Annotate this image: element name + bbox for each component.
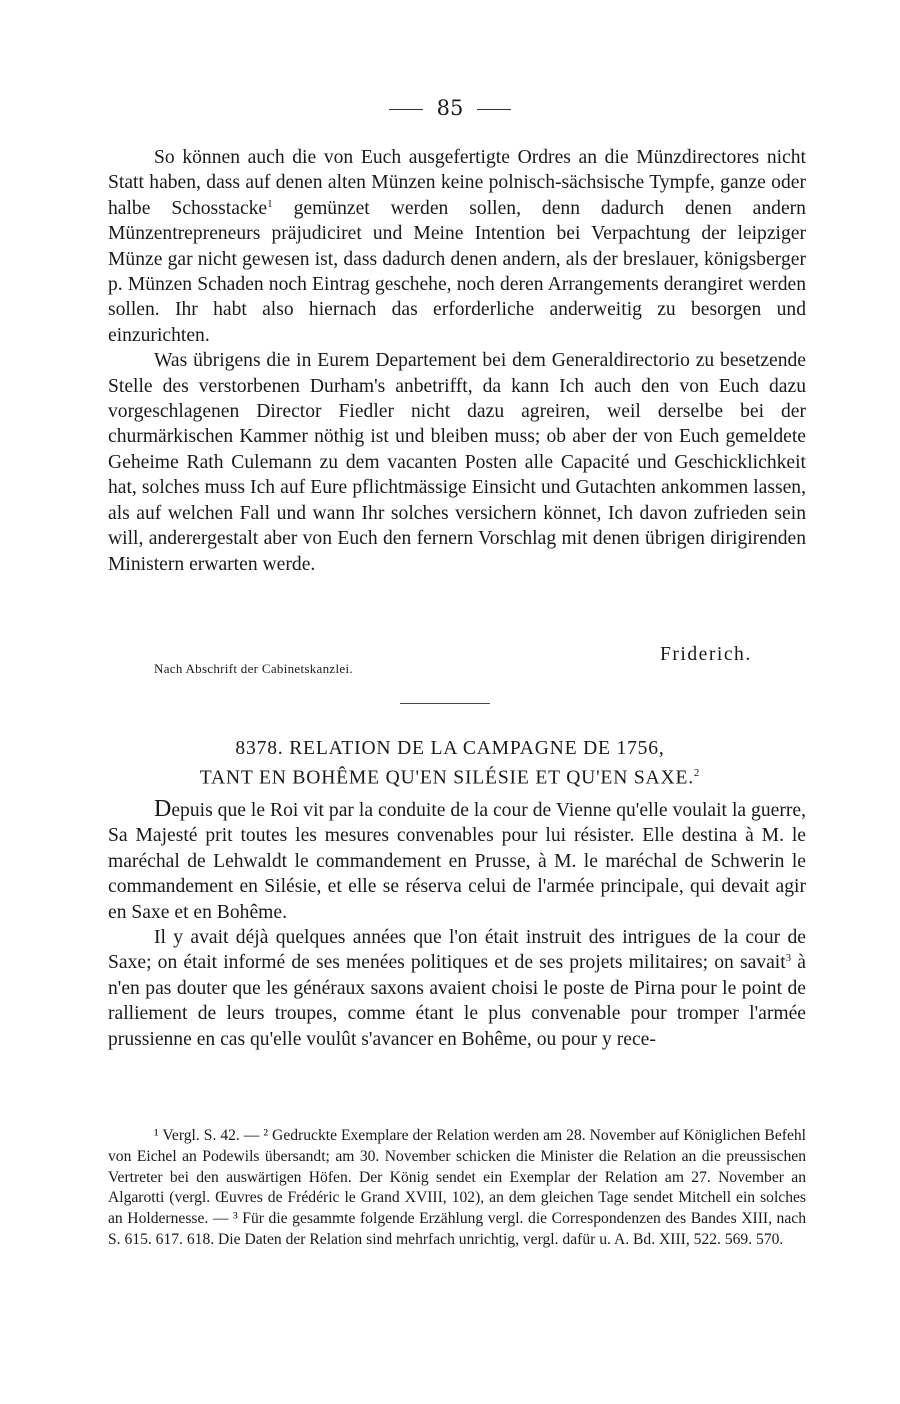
footnote-marker: 3 xyxy=(785,952,792,965)
section-heading-line-2-text: TANT EN BOHÊME QU'EN SILÉSIE ET QU'EN SAXE. xyxy=(199,767,694,789)
german-letter-body xyxy=(108,145,806,577)
signature: Friderich. xyxy=(660,644,752,665)
relation-body xyxy=(108,797,806,1052)
french-paragraph xyxy=(108,925,806,1052)
german-paragraph-1b: gemünzet werden sollen, denn dadurch denen andern Münzentrepreneurs präjudiciret und Meine Intention bei Verpachtung der leipziger Münze gar nicht gewesen ist, dass dadurch denen andern, als der breslauer, königsberger p. Münzen Schaden noch Eintrag geschehe, noch deren Arrangements derangiret werden sollen. Ihr habt also hiernach das erforderliche anderweitig zu besorgen und einzurichten. xyxy=(108,197,806,346)
footnote-text: ¹ Vergl. S. 42. — ² Gedruckte Exemplare der Relation werden am 28. November auf Königlichen Befehl von Eichel an Podewils übersandt; am 30. November schicken die Minister die Relation an die preussischen Vertreter bei den auswärtigen Höfen. Der König sendet ein Exemplar der Relation am 27. November an Algarotti (vergl. Œuvres de Frédéric le Grand XVIII, 102), an dem gleichen Tage sendet Mitchell ein solches an Holdernesse. — ³ Für die gesammte folgende Erzählung vergl. die Correspondenzen des Bandes XIII, nach S. 615. 617. 618. Die Daten der Relation sind mehrfach unrichtig, vergl. dafür u. A. Bd. XIII, 522. 569. 570. xyxy=(108,1127,806,1248)
french-paragraph: Depuis que le Roi vit par la conduite de la cour de Vienne qu'elle voulait la guerre, Sa Majesté prit toutes les mesures convenables pour lui résister. Elle destina à M. le maréchal de Lehwaldt le commandement en Prusse, à M. le maréchal de Schwerin le commandement en Silésie, et elle se réserva celui de l'armée principale, qui devait agir en Saxe et en Bohême. xyxy=(108,796,806,923)
section-heading xyxy=(120,736,780,791)
section-heading-line-1: 8378. RELATION DE LA CAMPAGNE DE 1756, xyxy=(235,738,665,759)
french-paragraph-2b: à n'en pas douter que les généraux saxons avaient choisi le poste de Pirna pour le point de ralliement de leurs troupes, comme étant le plus convenable pour tromper l'armée prussienne en cas qu'elle voulût s'avancer en Bohême, ou pour y rece- xyxy=(108,952,806,1050)
source-note: Nach Abschrift der Cabinetskanzlei. xyxy=(154,661,353,676)
german-paragraph xyxy=(108,145,806,348)
footnote-marker: 2 xyxy=(693,767,701,779)
footnotes xyxy=(108,1126,806,1251)
footnote-marker: 1 xyxy=(267,197,273,210)
page-header xyxy=(0,96,900,120)
header-rule-left xyxy=(389,109,423,110)
german-paragraph-1a: So können auch die von Euch ausgefertigte Ordres an die Münzdirectores nicht Statt haben, dass auf denen alten Münzen keine polnisch-sächsische Tympfe, ganze oder halbe Schosstacke xyxy=(108,147,806,219)
page-number: 85 xyxy=(436,96,464,120)
section-divider xyxy=(400,703,490,704)
french-paragraph-2a: Il y avait déjà quelques années que l'on était instruit des intrigues de la cour de Saxe; on était informé de ses menées politiques et de ses projets militaires; on savait xyxy=(108,927,806,974)
section-heading-line-2 xyxy=(120,761,780,791)
german-paragraph: Was übrigens die in Eurem Departement bei dem Generaldirectorio zu besetzende Stelle des verstorbenen Durham's anbetrifft, da kann Ich auch den von Euch dazu vorgeschlagenen Director Fiedler nicht dazu agreiren, weil derselbe bei der churmärkischen Kammer nöthig ist und bleiben muss; ob aber der von Euch gemeldete Geheime Rath Culemann zu dem vacanten Posten alle Capacité und Geschicklichkeit hat, solches muss Ich auf Eure pflichtmässige Einsicht und Gutachten ankommen lassen, als auf welchen Fall und wann Ihr solches versichern könnet, Ich davon zufrieden sein will, anderergestalt aber von Euch den fernern Vorschlag mit denen übrigen dirigirenden Ministern erwarten werde. xyxy=(108,350,806,575)
header-rule-right xyxy=(477,109,511,110)
